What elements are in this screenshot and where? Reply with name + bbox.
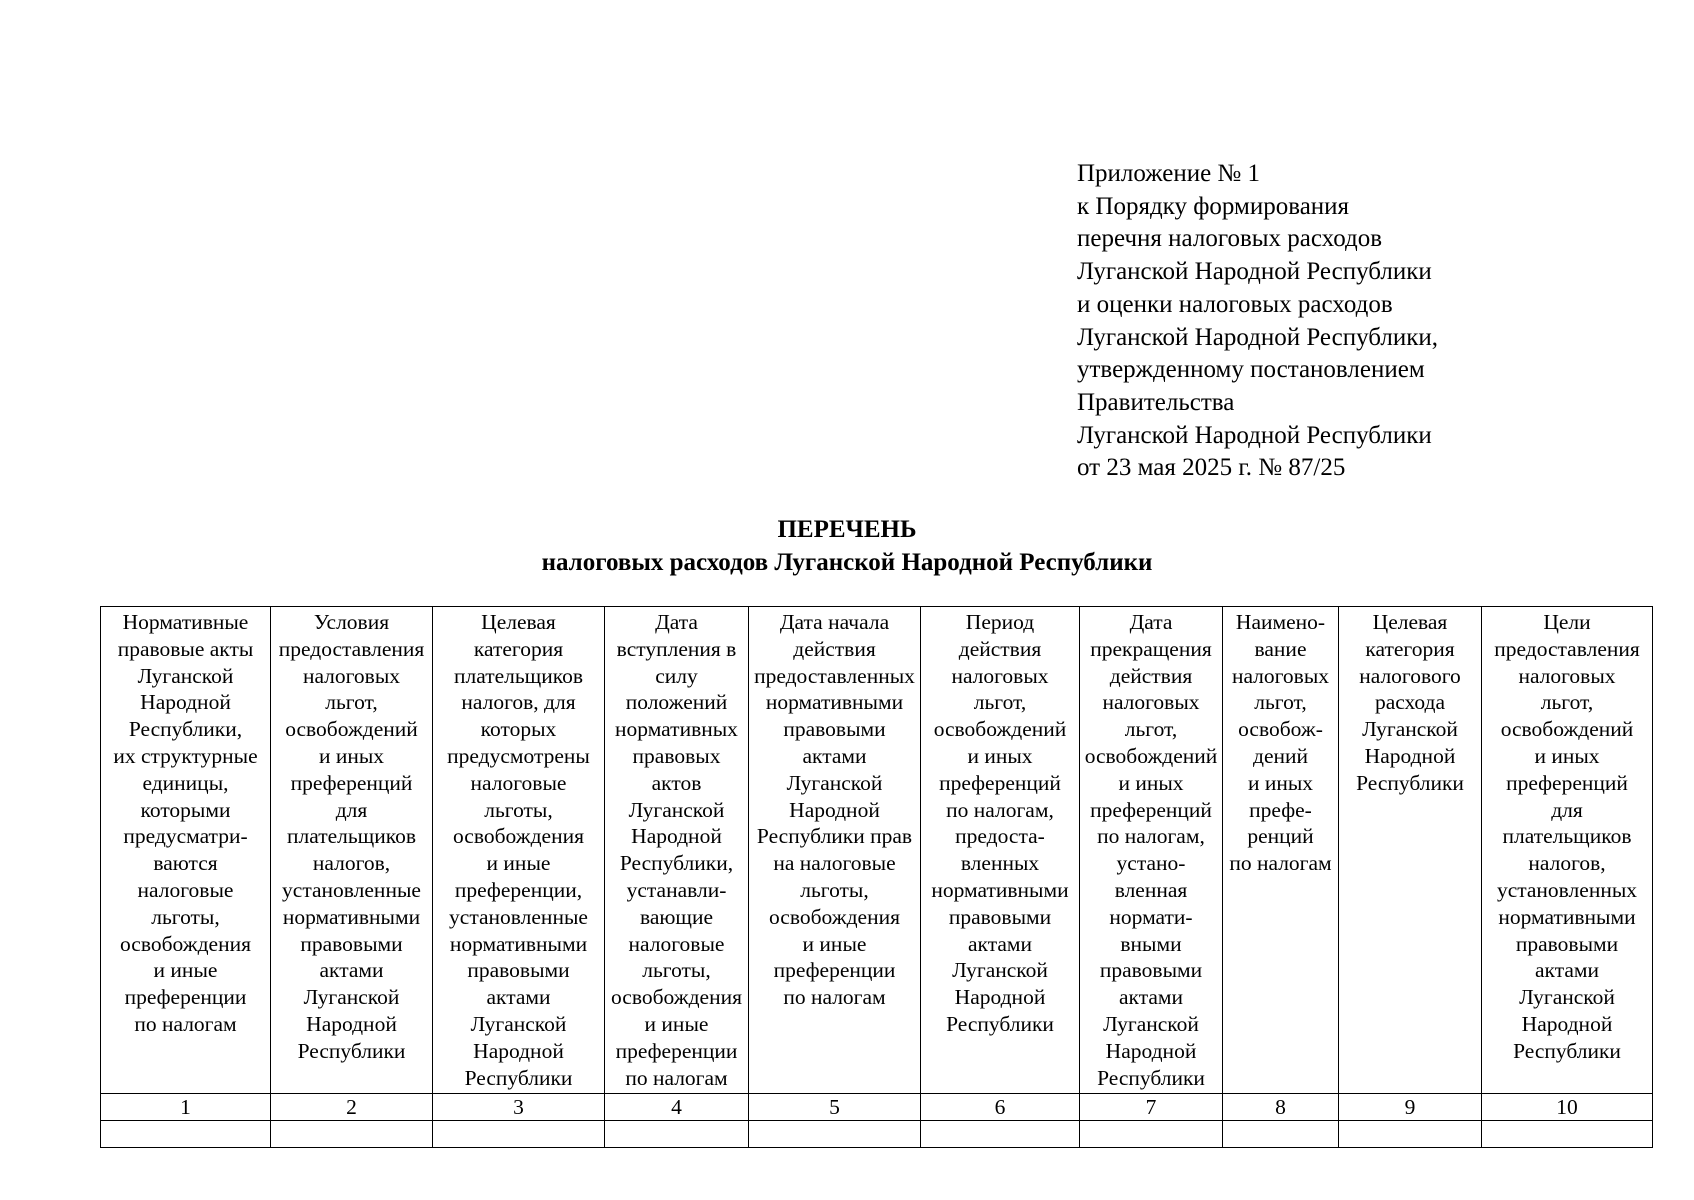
column-header-line: актами — [1534, 958, 1600, 983]
column-header-line: нормативными — [931, 877, 1069, 902]
column-header-line: вными — [1120, 931, 1182, 956]
column-header-line: Народной — [1105, 1038, 1197, 1063]
column-header-line: по налогам, — [946, 797, 1054, 822]
column-header-line: налоговые — [137, 877, 234, 902]
column-header — [1223, 607, 1339, 1094]
column-header-line: предоставления — [1494, 636, 1640, 661]
column-header-line: Народной — [1364, 743, 1456, 768]
column-header-line: и иных — [318, 743, 385, 768]
column-header-line: Луганской — [137, 663, 234, 688]
column-header-line: Народной — [631, 824, 722, 849]
column-header-line: их структурные — [113, 743, 258, 768]
column-header-line: освобождений — [1084, 743, 1218, 768]
column-header-line: Народной — [140, 690, 231, 715]
column-header-line: и иные — [486, 851, 551, 876]
column-header-line: установленные — [282, 877, 421, 902]
column-header-line: установленные — [449, 904, 588, 929]
column-header — [1339, 607, 1482, 1094]
column-header-line: Республики — [1513, 1038, 1621, 1063]
column-header-line: Луганской — [786, 770, 883, 795]
column-header — [1080, 607, 1223, 1094]
column-number: 6 — [921, 1094, 1080, 1121]
column-header-line: актов — [651, 770, 702, 795]
table-cell — [1080, 1121, 1223, 1148]
column-header-line: Народной — [1521, 1011, 1613, 1036]
table-cell — [1339, 1121, 1482, 1148]
column-header-line: нормативными — [1498, 904, 1636, 929]
column-header-line: Цели — [1543, 610, 1591, 634]
column-header-line: для — [1551, 797, 1583, 822]
table-header-row — [101, 607, 1653, 1094]
column-header-line: Луганской — [952, 958, 1048, 983]
column-header-line: Луганской — [628, 797, 725, 822]
column-header-line: льгот, — [1540, 690, 1594, 715]
column-number: 2 — [271, 1094, 433, 1121]
document-title — [0, 513, 1694, 579]
column-header-line: устано- — [1116, 851, 1186, 876]
column-header-line: префе- — [1249, 797, 1312, 822]
column-header-line: вающие — [639, 904, 714, 929]
document-title-line1: ПЕРЕЧЕНЬ — [777, 516, 917, 543]
column-header-line: Республики — [1097, 1065, 1205, 1090]
column-header-line: Народной — [473, 1038, 564, 1063]
column-number-row — [101, 1094, 1653, 1121]
column-header-line: льгот, — [1124, 717, 1178, 742]
column-header-line: Целевая — [1372, 610, 1448, 634]
column-header-line: налоговых — [951, 663, 1049, 688]
column-header-line: налоговые — [628, 931, 725, 956]
column-header-line: Луганской — [1103, 1011, 1199, 1036]
column-header-line: налогового — [1359, 663, 1461, 688]
column-header-line: Народной — [789, 797, 880, 822]
column-header-line: по налогам — [1229, 851, 1332, 876]
column-number: 8 — [1223, 1094, 1339, 1121]
column-header-line: установленных — [1496, 877, 1638, 902]
column-header-line: вленная — [1114, 877, 1188, 902]
column-header-line: правовыми — [948, 904, 1052, 929]
appendix-line: Луганской Народной Республики, — [1077, 323, 1438, 351]
column-header-line: силу — [655, 663, 698, 688]
column-header-line: налоговых — [1518, 663, 1616, 688]
column-header-line: положений — [625, 690, 728, 715]
column-header — [1482, 607, 1653, 1094]
column-header-line: преференций — [1506, 770, 1628, 795]
column-header-line: вленных — [960, 851, 1040, 876]
column-header-line: льгот, — [973, 690, 1027, 715]
column-header-line: актами — [802, 743, 867, 768]
column-header-line: Республики — [464, 1065, 573, 1090]
column-header-line: освобож- — [1238, 717, 1323, 742]
column-header-line: Республики прав — [756, 824, 913, 849]
column-header-line: налоговые — [470, 770, 567, 795]
column-header-line: Нормативные — [122, 610, 249, 634]
column-header-line: которыми — [140, 797, 231, 822]
column-header-line: нормативных — [615, 717, 738, 742]
column-header-line: Дата начала — [779, 610, 890, 634]
column-header-line: Дата — [1129, 610, 1173, 634]
table-cell — [749, 1121, 921, 1148]
column-header-line: Республики, — [128, 717, 243, 742]
column-header-line: по налогам — [783, 985, 886, 1010]
appendix-line: Приложение № 1 — [1077, 160, 1261, 187]
column-header-line: Дата — [655, 610, 698, 634]
column-header-line: действия — [1109, 663, 1193, 688]
column-header-line: и иные — [153, 958, 218, 983]
column-header-line: налогов, для — [461, 690, 576, 715]
column-header-line: Республики, — [619, 851, 734, 876]
column-header-line: правовые акты — [117, 636, 254, 661]
column-header — [271, 607, 433, 1094]
column-header-line: правовыми — [300, 931, 403, 956]
column-header-line: ренций — [1247, 824, 1314, 849]
column-header-line: и иных — [967, 743, 1033, 768]
column-header-line: нормати- — [1109, 904, 1193, 929]
table-cell — [271, 1121, 433, 1148]
column-number: 3 — [433, 1094, 605, 1121]
column-number: 7 — [1080, 1094, 1223, 1121]
table-cell — [1482, 1121, 1653, 1148]
column-header-line: вступления в — [616, 636, 737, 661]
appendix-line: к Порядку формирования — [1077, 192, 1350, 220]
column-header-line: налогов, — [1528, 851, 1606, 876]
appendix-line: утвержденному постановлением — [1077, 356, 1425, 384]
column-header-line: устанавли- — [626, 877, 727, 902]
appendix-line: от 23 мая 2025 г. № 87/25 — [1077, 454, 1346, 482]
table-row — [101, 1121, 1653, 1148]
column-header-line: освобождения — [611, 985, 742, 1010]
column-header-line: освобождений — [1500, 717, 1634, 742]
column-header-line: освобождения — [120, 931, 251, 956]
column-header-line: правовыми — [467, 958, 570, 983]
column-header-line: актами — [1118, 985, 1184, 1010]
column-header-line: плательщиков — [1502, 824, 1632, 849]
column-header-line: плательщиков — [453, 663, 583, 688]
column-header-line: действия — [793, 636, 876, 661]
column-header-line: на налоговые — [773, 851, 896, 876]
column-header-line: Условия — [313, 610, 390, 634]
column-header-line: предоста- — [955, 824, 1045, 849]
column-header-line: освобождений — [933, 717, 1067, 742]
column-header-line: ваются — [153, 851, 218, 876]
column-header-line: и иные — [802, 931, 867, 956]
column-header-line: льготы, — [642, 958, 711, 983]
column-header-line: преференции — [124, 985, 247, 1010]
column-header-line: дений — [1253, 743, 1308, 768]
column-header-line: освобождения — [769, 904, 900, 929]
column-header-line: льготы, — [151, 904, 220, 929]
column-header-line: и иных — [1534, 743, 1600, 768]
column-header-line: налоговых — [1231, 663, 1330, 688]
column-number: 9 — [1339, 1094, 1482, 1121]
column-header-line: по налогам, — [1097, 824, 1205, 849]
column-header-line: Луганской — [470, 1011, 567, 1036]
column-header-line: Луганской — [303, 985, 400, 1010]
column-header-line: предусматри- — [123, 824, 248, 849]
column-header-line: преференций — [290, 770, 413, 795]
column-header-line: по налогам — [625, 1065, 728, 1090]
table-cell — [433, 1121, 605, 1148]
column-header-line: по налогам — [134, 1011, 237, 1036]
column-number: 1 — [101, 1094, 271, 1121]
column-header-line: правовыми — [1099, 958, 1203, 983]
column-header-line: освобождений — [285, 717, 418, 742]
column-header — [921, 607, 1080, 1094]
column-header — [101, 607, 271, 1094]
column-header-line: правовых — [632, 743, 721, 768]
column-header-line: налогов, — [312, 851, 391, 876]
column-header-line: вание — [1254, 636, 1307, 661]
column-header-line: нормативными — [765, 690, 904, 715]
column-header-line: Наимено- — [1235, 610, 1326, 634]
appendix-line: Луганской Народной Республики — [1077, 258, 1432, 286]
table-cell — [1223, 1121, 1339, 1148]
column-header-line: предоставления — [278, 636, 425, 661]
column-header-line: льготы, — [800, 877, 869, 902]
column-header-line: правовыми — [783, 717, 886, 742]
column-number: 4 — [605, 1094, 749, 1121]
column-header-line: Целевая — [481, 610, 556, 634]
column-header-line: Республики — [946, 1011, 1054, 1036]
column-header-line: и иные — [644, 1011, 709, 1036]
column-header-line: льгот, — [1254, 690, 1307, 715]
table-cell — [101, 1121, 271, 1148]
column-header-line: действия — [958, 636, 1042, 661]
column-header-line: актами — [967, 931, 1033, 956]
column-header-line: нормативными — [449, 931, 588, 956]
column-header-line: Народной — [954, 985, 1046, 1010]
appendix-line: перечня налоговых расходов — [1077, 225, 1383, 253]
column-header-line: категория — [1365, 636, 1455, 661]
column-header-line: расхода — [1374, 690, 1446, 715]
appendix-line: Правительства — [1077, 388, 1235, 416]
column-header-line: преференций — [1090, 797, 1212, 822]
column-header-line: для — [335, 797, 368, 822]
column-header-line: налоговых — [1102, 690, 1200, 715]
column-header-line: Период — [965, 610, 1035, 634]
column-header — [749, 607, 921, 1094]
column-header-line: льготы, — [484, 797, 553, 822]
column-header-line: преференции — [615, 1038, 738, 1063]
column-header-line: единицы, — [142, 770, 229, 795]
tax-expenses-table — [100, 606, 1653, 1148]
column-header-line: преференций — [939, 770, 1061, 795]
column-header — [433, 607, 605, 1094]
column-header-line: предусмотрены — [447, 743, 590, 768]
column-header-line: преференции — [773, 958, 896, 983]
table-cell — [605, 1121, 749, 1148]
column-header-line: которых — [480, 717, 557, 742]
column-header-line: и иных — [1247, 770, 1314, 795]
column-header-line: Народной — [306, 1011, 397, 1036]
column-header-line: налоговых — [302, 663, 401, 688]
column-header-line: актами — [486, 985, 551, 1010]
appendix-line: и оценки налоговых расходов — [1077, 290, 1393, 318]
column-header-line: и иных — [1118, 770, 1184, 795]
column-header-line: Республики — [1356, 770, 1464, 795]
column-header-line: актами — [319, 958, 384, 983]
column-header-line: правовыми — [1515, 931, 1619, 956]
column-header-line: категория — [473, 636, 564, 661]
column-header-line: Луганской — [1362, 717, 1458, 742]
column-header-line: Республики — [297, 1038, 406, 1063]
table-cell — [921, 1121, 1080, 1148]
column-header-line: плательщиков — [286, 824, 416, 849]
column-header-line: предоставленных — [754, 663, 915, 688]
column-number: 10 — [1482, 1094, 1653, 1121]
column-header-line: льгот, — [325, 690, 378, 715]
column-header-line: освобождения — [453, 824, 584, 849]
document-title-line2: налоговых расходов Луганской Народной Республики — [541, 549, 1153, 576]
appendix-block — [1077, 158, 1438, 485]
column-header-line: нормативными — [282, 904, 421, 929]
column-number: 5 — [749, 1094, 921, 1121]
column-header-line: преференции, — [454, 877, 583, 902]
column-header-line: Луганской — [1519, 985, 1615, 1010]
column-header — [605, 607, 749, 1094]
column-header-line: прекращения — [1090, 636, 1212, 661]
appendix-line: Луганской Народной Республики — [1077, 421, 1432, 449]
